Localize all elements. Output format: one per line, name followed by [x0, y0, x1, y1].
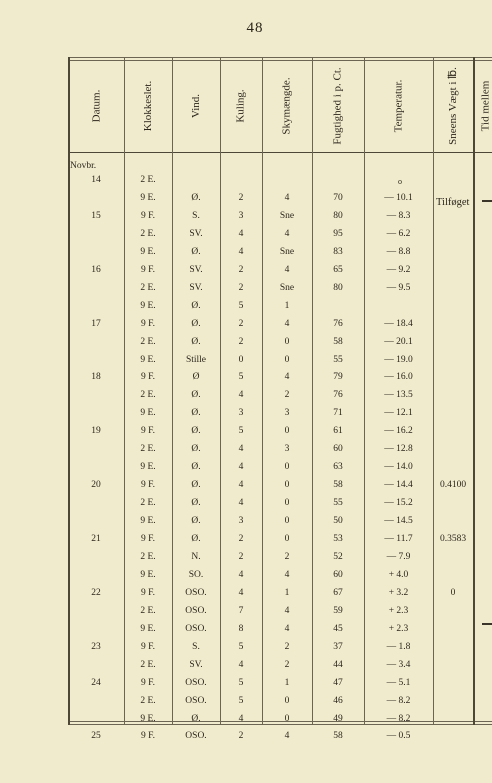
cell-time: 9 F.: [140, 677, 156, 688]
cell-wind: Ø.: [191, 300, 201, 311]
cell-humidity: 79: [333, 372, 343, 383]
cell-humidity: 50: [333, 516, 343, 527]
cell-wind: Ø.: [191, 192, 201, 203]
header-klokkeslet: [124, 63, 172, 149]
cell-temp: — 9.5: [386, 282, 411, 293]
table-row: [68, 229, 492, 241]
cell-clouds: 4: [284, 623, 290, 634]
table-row: [68, 660, 492, 672]
table-row: [68, 372, 492, 384]
cell-force: 4: [238, 444, 244, 455]
cell-temp: — 7.9: [386, 551, 411, 562]
cell-temp: — 19.0: [384, 354, 413, 365]
cell-snow: 0.3583: [439, 534, 467, 544]
cell-date: 23: [91, 641, 101, 652]
cell-time: 9 F.: [140, 731, 156, 742]
cell-date: 19: [91, 426, 101, 437]
cell-time: 9 F.: [140, 264, 156, 275]
cell-time: 2 E.: [140, 605, 156, 616]
table-row: [68, 444, 492, 456]
cell-snow: 0: [450, 587, 456, 598]
header-fugtighed: [312, 63, 364, 149]
cell-time: 9 F.: [140, 480, 156, 491]
cell-temp: + 2.3: [388, 623, 409, 634]
cell-clouds: Sne: [279, 246, 295, 257]
cell-wind: SV.: [189, 228, 203, 239]
cell-temp: — 3.4: [386, 659, 411, 670]
table-row: [68, 301, 492, 313]
cell-clouds: Sne: [279, 210, 295, 221]
cell-temp: — 10.1: [384, 192, 413, 203]
cell-date: 15: [91, 210, 101, 221]
table-row: [68, 426, 492, 438]
cell-force: 2: [238, 192, 244, 203]
cell-humidity: 63: [333, 462, 343, 473]
cell-humidity: 60: [333, 444, 343, 455]
cell-humidity: 44: [333, 659, 343, 670]
cell-temp: + 4.0: [388, 569, 409, 580]
cell-wind: SO.: [188, 569, 204, 580]
table-row: [68, 211, 492, 223]
table-row: [68, 516, 492, 528]
cell-humidity: 45: [333, 623, 343, 634]
table-row: [68, 265, 492, 277]
cell-force: 4: [238, 713, 244, 724]
cell-humidity: 80: [333, 210, 343, 221]
cell-clouds: Sne: [279, 282, 295, 293]
cell-wind: SV.: [189, 659, 203, 670]
table-row: [68, 570, 492, 582]
cell-temp: — 14.0: [384, 462, 413, 473]
cell-force: 4: [238, 569, 244, 580]
table-row: [68, 678, 492, 690]
cell-wind: Ø.: [191, 462, 201, 473]
cell-humidity: 58: [333, 731, 343, 742]
cell-temp: — 12.1: [384, 408, 413, 419]
header-sneens-vaegt: [433, 63, 473, 149]
cell-clouds: 3: [284, 408, 290, 419]
cell-force: 5: [238, 300, 244, 311]
cell-humidity: 61: [333, 426, 343, 437]
cell-force: 4: [238, 462, 244, 473]
cell-humidity: 76: [333, 318, 343, 329]
cell-wind: SV.: [189, 282, 203, 293]
cell-wind: OSO.: [185, 731, 207, 742]
cell-time: 9 E.: [140, 569, 156, 580]
cell-humidity: 55: [333, 354, 343, 365]
cell-time: 9 E.: [140, 192, 156, 203]
cell-clouds: 2: [284, 551, 290, 562]
cell-wind: SV.: [189, 264, 203, 275]
cell-date: 21: [91, 534, 101, 544]
cell-time: 2 E.: [140, 444, 156, 455]
cell-temp: — 8.8: [386, 246, 411, 257]
cell-wind: Ø.: [191, 534, 201, 544]
cell-clouds: 0: [284, 534, 290, 544]
cell-date: 14: [91, 175, 101, 185]
cell-humidity: 58: [333, 336, 343, 347]
cell-wind: Stille: [185, 354, 207, 365]
cell-date: 17: [91, 318, 101, 329]
cell-force: 5: [238, 641, 244, 652]
cell-wind: Ø.: [191, 516, 201, 527]
header-temperatur: [364, 63, 433, 149]
cell-temp: — 20.1: [384, 336, 413, 347]
cell-force: 5: [238, 677, 244, 688]
header-skymaengde: [262, 63, 312, 149]
cell-force: 2: [238, 264, 244, 275]
cell-wind: N.: [191, 551, 201, 562]
cell-date: 16: [91, 264, 101, 275]
cell-temp: — 16.2: [384, 426, 413, 437]
header-datum-text: Datum.: [89, 89, 102, 123]
table-row: [68, 624, 492, 636]
cell-wind: Ø.: [191, 713, 201, 724]
cell-temp: — 5.1: [386, 677, 411, 688]
table-row: [68, 408, 492, 420]
page-number: 48: [246, 20, 264, 36]
cell-temp: — 12.8: [384, 444, 413, 455]
cell-humidity: 71: [333, 408, 343, 419]
cell-date: 18: [91, 372, 101, 383]
table-row: [68, 552, 492, 564]
cell-force: 2: [238, 534, 244, 544]
cell-temp: — 15.2: [384, 498, 413, 509]
header-tid-mellem-text: Tid mellem: [479, 80, 492, 132]
cell-humidity: 49: [333, 713, 343, 724]
cell-force: 0: [238, 354, 244, 365]
header-vind-text: Vind.: [190, 93, 202, 119]
cell-force: 5: [238, 695, 244, 706]
header-tid-mellem: [473, 63, 492, 149]
cell-humidity: 46: [333, 695, 343, 706]
cell-clouds: 2: [284, 390, 290, 401]
weather-ledger-table: [68, 57, 492, 742]
cell-time: 9 E.: [140, 246, 156, 257]
tilfoget-note: Tilføget: [436, 197, 470, 208]
header-datum: [68, 63, 124, 149]
cell-force: 4: [238, 587, 244, 598]
table-row: [68, 247, 492, 259]
cell-force: 3: [238, 210, 244, 221]
cell-wind: Ø.: [191, 480, 201, 491]
cell-temp: — 16.0: [384, 372, 413, 383]
table-row: [68, 588, 492, 600]
cell-force: 3: [238, 516, 244, 527]
table-top-rule-inner: [68, 60, 492, 61]
cell-time: 9 E.: [140, 300, 156, 311]
cell-time: 9 E.: [140, 623, 156, 634]
cell-clouds: 4: [284, 264, 290, 275]
cell-force: 2: [238, 282, 244, 293]
table-row: [68, 642, 492, 654]
cell-date: 25: [91, 731, 101, 742]
cell-force: 3: [238, 408, 244, 419]
cell-clouds: 0: [284, 516, 290, 527]
cell-time: 2 E.: [140, 228, 156, 239]
cell-humidity: 67: [333, 587, 343, 598]
cell-wind: Ø.: [191, 390, 201, 401]
cell-humidity: 37: [333, 641, 343, 652]
cell-time: 9 F.: [140, 426, 156, 437]
cell-clouds: 0: [284, 713, 290, 724]
cell-clouds: 4: [284, 731, 290, 742]
cell-wind: Ø.: [191, 336, 201, 347]
cell-time: 2 E.: [140, 498, 156, 509]
cell-force: 2: [238, 551, 244, 562]
cell-clouds: 3: [284, 444, 290, 455]
cell-wind: Ø.: [191, 426, 201, 437]
cell-time: 9 F.: [140, 587, 156, 598]
cell-force: 8: [238, 623, 244, 634]
cell-clouds: 0: [284, 354, 290, 365]
cell-time: 2 E.: [140, 695, 156, 706]
cell-wind: Ø.: [191, 246, 201, 257]
cell-clouds: 0: [284, 498, 290, 509]
cell-wind: Ø.: [191, 444, 201, 455]
cell-clouds: 0: [284, 695, 290, 706]
cell-force: 5: [238, 372, 244, 383]
cell-time: 9 E.: [140, 713, 156, 724]
table-row: [68, 193, 492, 205]
cell-humidity: 47: [333, 677, 343, 688]
cell-time: 9 E.: [140, 516, 156, 527]
cell-force: 4: [238, 390, 244, 401]
cell-force: 4: [238, 498, 244, 509]
cell-date: 24: [91, 677, 101, 688]
table-row: [68, 696, 492, 708]
cell-time: 2 E.: [140, 282, 156, 293]
degree-mark: o: [398, 177, 402, 186]
cell-time: 9 F.: [140, 372, 156, 383]
cell-clouds: 1: [284, 677, 290, 688]
cell-humidity: 76: [333, 390, 343, 401]
cell-clouds: 4: [284, 372, 290, 383]
cell-clouds: 4: [284, 228, 290, 239]
cell-clouds: 4: [284, 569, 290, 580]
cell-time: 2 E.: [140, 336, 156, 347]
cell-clouds: 0: [284, 462, 290, 473]
header-bottom-rule: [68, 152, 492, 153]
cell-clouds: 4: [284, 318, 290, 329]
header-temperatur-text: Temperatur.: [392, 79, 405, 133]
cell-clouds: 2: [284, 659, 290, 670]
cell-wind: S.: [192, 210, 200, 221]
header-skymaengde-text: Skymængde.: [281, 77, 293, 135]
cell-temp: + 3.2: [388, 587, 409, 598]
table-row: [68, 462, 492, 474]
table-row: [68, 480, 492, 492]
cell-date: 20: [91, 480, 101, 491]
cell-force: 2: [238, 318, 244, 329]
cell-temp: — 13.5: [384, 390, 413, 401]
table-row: [68, 319, 492, 331]
cell-time: 2 E.: [140, 175, 156, 185]
cell-clouds: 0: [284, 336, 290, 347]
cell-time: 2 E.: [140, 659, 156, 670]
cell-force: 4: [238, 246, 244, 257]
header-vind: [172, 63, 220, 149]
cell-temp: — 9.2: [386, 264, 411, 275]
cell-temp: — 0.5: [386, 731, 411, 742]
cell-humidity: 53: [333, 534, 343, 544]
cell-clouds: 2: [284, 641, 290, 652]
cell-time: 2 E.: [140, 551, 156, 562]
cell-humidity: 59: [333, 605, 343, 616]
header-kuling: [220, 63, 262, 149]
table-row: [68, 534, 492, 546]
table-row: [68, 714, 492, 726]
cell-force: 7: [238, 605, 244, 616]
cell-wind: Ø: [192, 372, 200, 383]
cell-wind: OSO.: [185, 677, 207, 688]
cell-time: 9 F.: [140, 534, 156, 544]
cell-time: 9 F.: [140, 210, 156, 221]
cell-humidity: 58: [333, 480, 343, 491]
cell-temp: — 1.8: [386, 641, 411, 652]
cell-wind: S.: [192, 641, 200, 652]
cell-force: 4: [238, 659, 244, 670]
cell-humidity: 70: [333, 192, 343, 203]
cell-wind: Ø.: [191, 318, 201, 329]
cell-clouds: 0: [284, 426, 290, 437]
cell-wind: OSO.: [185, 587, 207, 598]
cell-time: 2 E.: [140, 390, 156, 401]
cell-humidity: 60: [333, 569, 343, 580]
cell-wind: Ø.: [191, 408, 201, 419]
cell-clouds: 1: [284, 587, 290, 598]
cell-force: 2: [238, 336, 244, 347]
table-row: [68, 175, 492, 187]
cell-force: 4: [238, 480, 244, 491]
table-row: [68, 355, 492, 367]
cell-time: 9 F.: [140, 641, 156, 652]
cell-humidity: 80: [333, 282, 343, 293]
cell-temp: — 11.7: [384, 534, 413, 544]
cell-temp: — 14.4: [384, 480, 413, 491]
cell-clouds: 4: [284, 192, 290, 203]
cell-temp: — 8.2: [386, 695, 411, 706]
cell-time: 9 E.: [140, 408, 156, 419]
cell-temp: + 2.3: [388, 605, 409, 616]
cell-temp: — 18.4: [384, 318, 413, 329]
cell-wind: OSO.: [185, 605, 207, 616]
cell-force: 2: [238, 731, 244, 742]
table-row: [68, 283, 492, 295]
cell-temp: — 8.3: [386, 210, 411, 221]
cell-humidity: 52: [333, 551, 343, 562]
header-sneens-vaegt-text: Sneens Vægt i ℔.: [447, 67, 460, 145]
header-fugtighed-text: Fugtighed i p. Ct.: [332, 67, 344, 145]
cell-temp: — 6.2: [386, 228, 411, 239]
cell-humidity: 65: [333, 264, 343, 275]
cell-clouds: 0: [284, 480, 290, 491]
cell-time: 9 E.: [140, 354, 156, 365]
cell-force: 4: [238, 228, 244, 239]
cell-time: 9 F.: [140, 318, 156, 329]
cell-wind: OSO.: [185, 623, 207, 634]
table-row: [68, 731, 492, 743]
cell-snow: 0.4100: [439, 480, 467, 491]
table-row: [68, 606, 492, 618]
cell-humidity: 95: [333, 228, 343, 239]
cell-humidity: 83: [333, 246, 343, 257]
cell-wind: OSO.: [185, 695, 207, 706]
table-row: [68, 498, 492, 510]
table-row: [68, 337, 492, 349]
cell-humidity: 55: [333, 498, 343, 509]
cell-temp: — 14.5: [384, 516, 413, 527]
header-kuling-text: Kuling.: [235, 89, 247, 123]
cell-clouds: 4: [284, 605, 290, 616]
cell-wind: Ø.: [191, 498, 201, 509]
cell-temp: — 8.2: [386, 713, 411, 724]
cell-clouds: 1: [284, 300, 290, 311]
cell-date: 22: [91, 587, 101, 598]
cell-time: 9 E.: [140, 462, 156, 473]
month-label: Novbr.: [70, 161, 97, 171]
header-klokkeslet-text: Klokkeslet.: [142, 80, 155, 132]
table-top-rule: [68, 57, 492, 58]
cell-force: 5: [238, 426, 244, 437]
table-row: [68, 390, 492, 402]
